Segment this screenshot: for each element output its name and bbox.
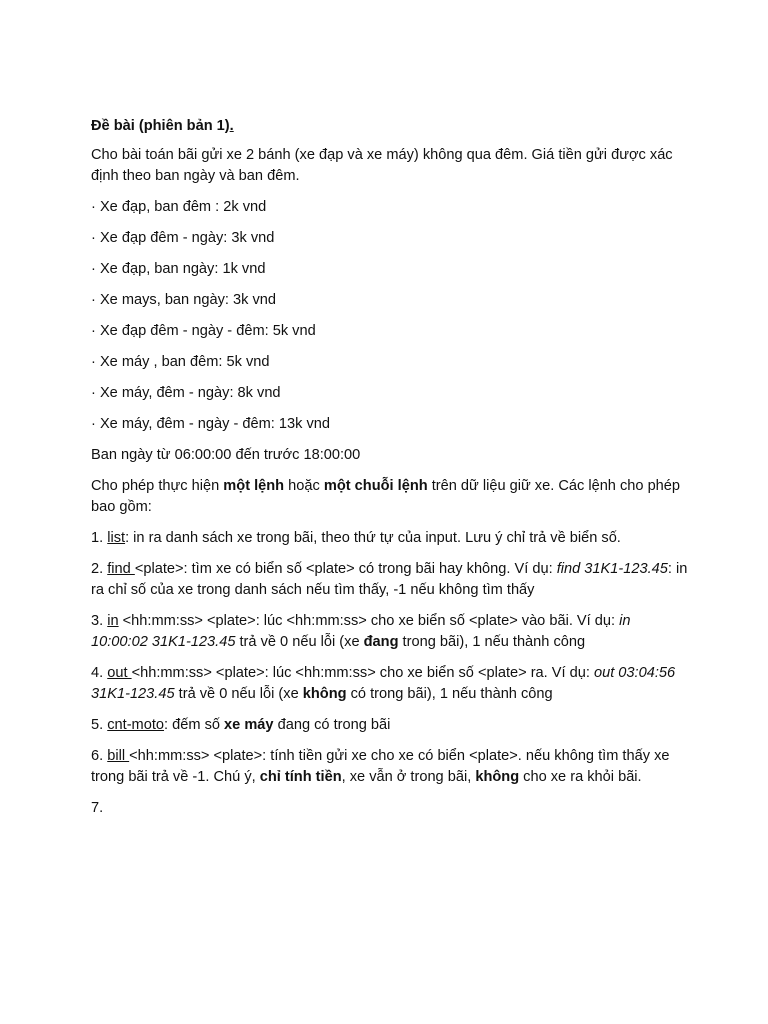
command-number: 2. xyxy=(91,561,108,577)
bullet-char: · xyxy=(91,199,96,215)
daytime-paragraph: Ban ngày từ 06:00:00 đến trước 18:00:00 xyxy=(91,447,361,463)
price-item xyxy=(91,352,691,373)
command-description: cho xe ra khỏi bãi. xyxy=(519,769,642,785)
command-description: trong bãi), 1 nếu thành công xyxy=(398,634,586,650)
command-in xyxy=(91,611,691,653)
command-number: 3. xyxy=(91,613,108,629)
command-number: 7. xyxy=(91,800,104,816)
command-name: bill xyxy=(107,748,130,764)
bullet-char: · xyxy=(91,292,96,308)
allow-bold-chain: một chuỗi lệnh xyxy=(323,478,428,494)
command-description: : in ra danh sách xe trong bãi, theo thứ tự của input. Lưu ý chỉ trả về biển số. xyxy=(125,530,621,546)
title-mark: . xyxy=(229,118,234,134)
command-emphasis: xe máy xyxy=(224,717,274,733)
command-emphasis: chỉ tính tiền xyxy=(259,769,342,785)
command-description: : đếm số xyxy=(164,717,225,733)
command-name: find xyxy=(107,561,135,577)
command-number: 1. xyxy=(91,530,108,546)
allow-bold-single: một lệnh xyxy=(223,478,285,494)
bullet-char: · xyxy=(91,323,96,339)
command-bill xyxy=(91,746,691,788)
command-description: đang có trong bãi xyxy=(273,717,391,733)
command-description: có trong bãi), 1 nếu thành công xyxy=(346,686,553,702)
command-example: out 03:04:56 31K1-123.45 xyxy=(91,665,676,702)
bullet-char: · xyxy=(91,416,96,432)
price-item xyxy=(91,228,691,249)
allow-text: hoặc xyxy=(284,478,324,494)
command-description: <hh:mm:ss> <plate>: tính tiền gửi xe cho xe có biển <plate>. nếu không tìm thấy xe trong bãi trả về -1. Chú ý, xyxy=(91,748,670,785)
command-emphasis: không xyxy=(302,686,347,702)
price-item xyxy=(91,197,691,218)
price-text: Xe mays, ban ngày: 3k vnd xyxy=(99,292,276,308)
command-example: in 10:00:02 31K1-123.45 xyxy=(91,613,631,650)
price-text: Xe máy, đêm - ngày: 8k vnd xyxy=(99,385,281,401)
allow-text: Cho phép thực hiện xyxy=(91,478,224,494)
intro-paragraph: Cho bài toán bãi gửi xe 2 bánh (xe đạp và xe máy) không qua đêm. Giá tiền gửi được xác định theo ban ngày và ban đêm. xyxy=(91,147,673,184)
price-item xyxy=(91,321,691,342)
command-name: out xyxy=(107,665,132,681)
command-name: in xyxy=(107,613,119,629)
price-text: Xe đạp, ban ngày: 1k vnd xyxy=(99,261,266,277)
command-description: , xe vẫn ở trong bãi, xyxy=(341,769,476,785)
command-list xyxy=(91,528,691,549)
command-description: : in ra chỉ số của xe trong danh sách nếu tìm thấy, -1 nếu không tìm thấy xyxy=(91,561,688,598)
bullet-char: · xyxy=(91,230,96,246)
price-text: Xe đạp, ban đêm : 2k vnd xyxy=(99,199,267,215)
price-item xyxy=(91,290,691,311)
command-number: 6. xyxy=(91,748,108,764)
bullet-char: · xyxy=(91,385,96,401)
bullet-char: · xyxy=(91,354,96,370)
command-number: 5. xyxy=(91,717,108,733)
command-description: trả về 0 nếu lỗi (xe xyxy=(174,686,303,702)
price-item xyxy=(91,259,691,280)
title-text: Đề bài (phiên bản 1) xyxy=(91,118,230,134)
command-cnt-moto xyxy=(91,715,691,736)
price-text: Xe máy , ban đêm: 5k vnd xyxy=(99,354,270,370)
price-text: Xe máy, đêm - ngày - đêm: 13k vnd xyxy=(99,416,331,432)
price-text: Xe đạp đêm - ngày: 3k vnd xyxy=(99,230,275,246)
command-seven xyxy=(91,798,691,819)
bullet-char: · xyxy=(91,261,96,277)
price-item xyxy=(91,383,691,404)
command-description: <plate>: tìm xe có biển số <plate> có trong bãi hay không. Ví dụ: xyxy=(134,561,557,577)
document-title xyxy=(91,116,691,137)
document-body xyxy=(91,116,691,829)
command-emphasis: đang xyxy=(363,634,399,650)
price-text: Xe đạp đêm - ngày - đêm: 5k vnd xyxy=(99,323,316,339)
allow-text: trên dữ liệu giữ xe. Các lệnh cho phép bao gồm: xyxy=(91,478,681,515)
command-find xyxy=(91,559,691,601)
price-item xyxy=(91,414,691,435)
command-description: <hh:mm:ss> <plate>: lúc <hh:mm:ss> cho xe biển số <plate> vào bãi. Ví dụ: xyxy=(118,613,620,629)
command-number: 4. xyxy=(91,665,108,681)
command-example: find 31K1-123.45 xyxy=(556,561,668,577)
command-description: <hh:mm:ss> <plate>: lúc <hh:mm:ss> cho xe biển số <plate> ra. Ví dụ: xyxy=(131,665,594,681)
command-name: list xyxy=(107,530,126,546)
command-name: cnt-moto xyxy=(107,717,165,733)
command-out xyxy=(91,663,691,705)
command-emphasis: không xyxy=(475,769,520,785)
command-description: trả về 0 nếu lỗi (xe xyxy=(235,634,364,650)
allow-paragraph xyxy=(91,476,691,518)
